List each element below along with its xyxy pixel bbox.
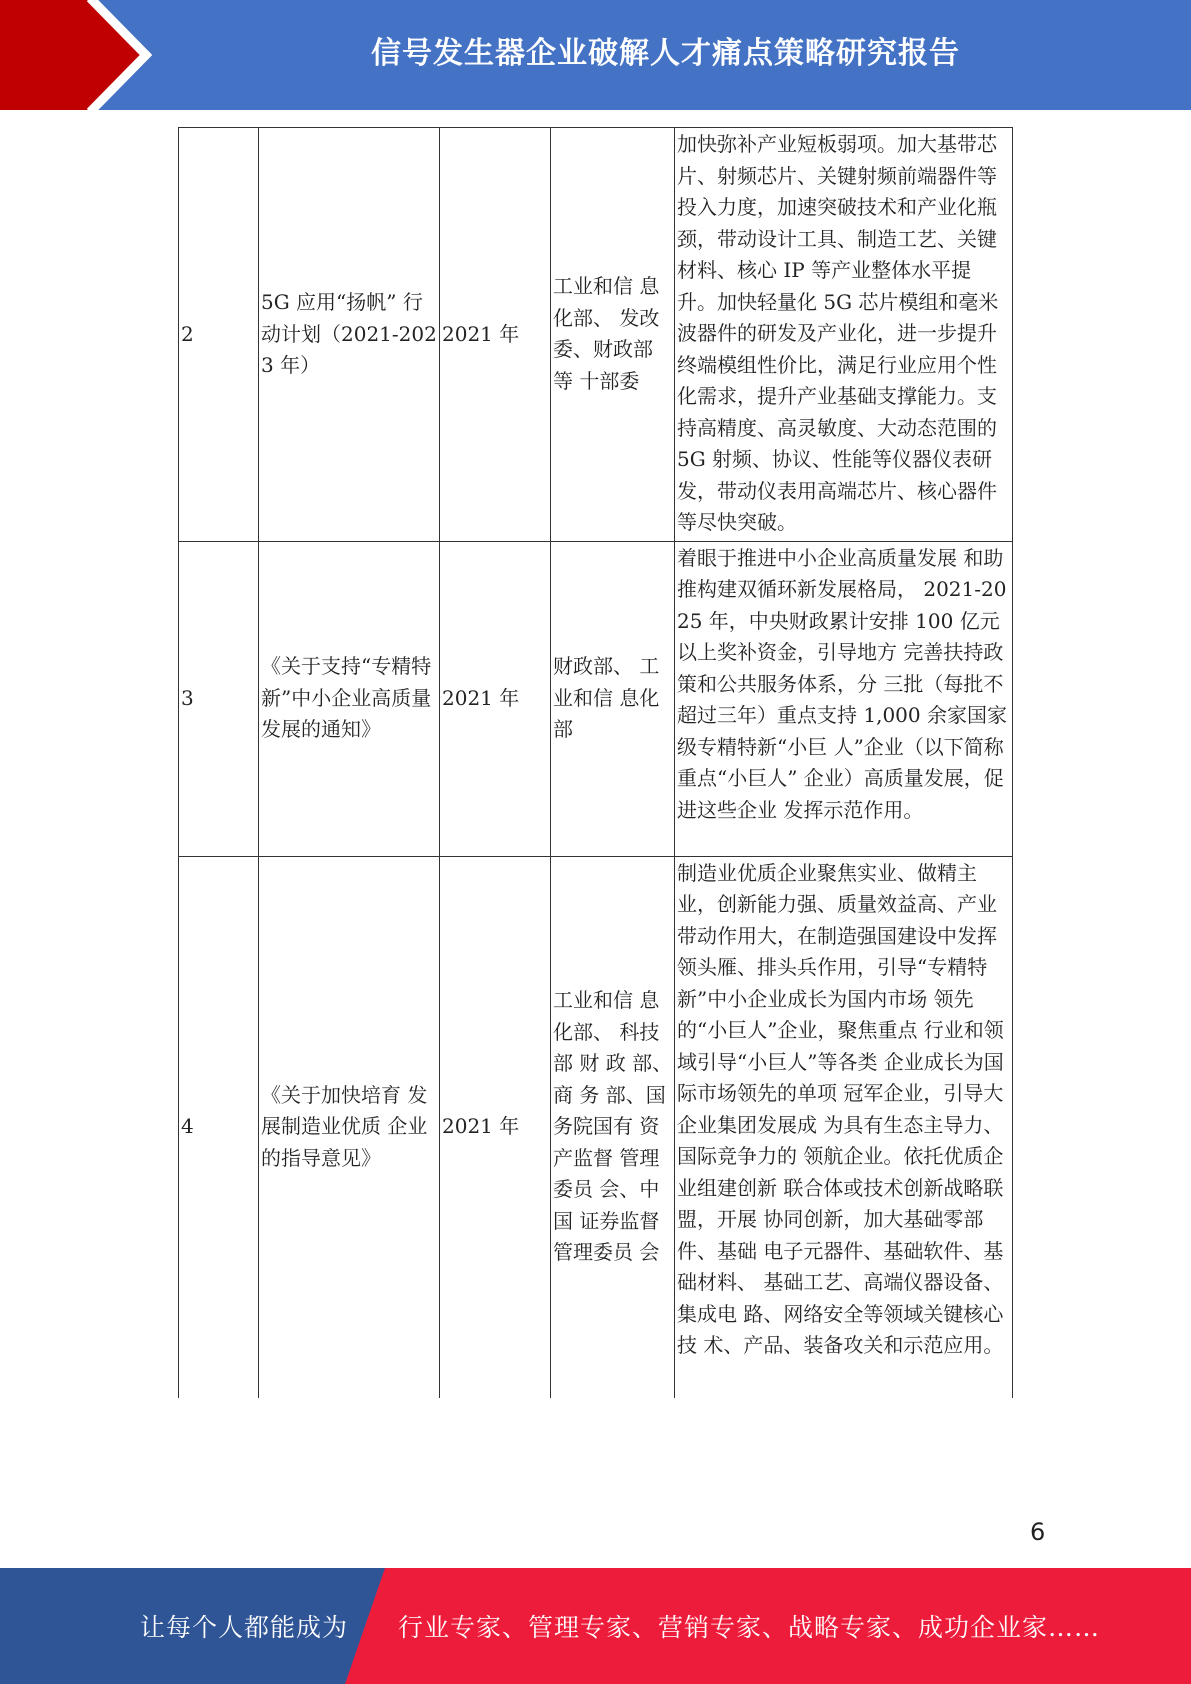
policy-content: 加快弥补产业短板弱项。加大基带芯片、射频芯片、关键射频前端器件等投入力度，加速突破技术和产业化瓶颈，带动设计工具、制造工艺、关键材料、核心 IP 等产业整体水平提升。加快轻量化 5G 芯片模组和毫米波器件的研发及产业化，进一步提升终端模组性价比，满足行业应用个性化需求，提升产业基础支撑能力。支持高精度、高灵敏度、大动态范围的 5G 射频、协议、性能等仪器仪表研发，带动仪表用高端芯片、核心器件等尽快突破。 <box>675 128 1013 542</box>
footer-slogan-right: 行业专家、管理专家、营销专家、战略专家、成功企业家…… <box>398 1613 1101 1642</box>
header-arrow-accent <box>0 0 160 110</box>
page-header <box>0 0 1191 110</box>
issuing-department: 工业和信 息化部、 科技部 财 政 部、商 务 部、国 务院国有 资产监督 管理委员 会、中国 证券监督 管理委员 会 <box>551 856 675 1398</box>
table-row <box>179 856 1013 1398</box>
policy-year: 2021 年 <box>440 541 551 856</box>
policy-content: 制造业优质企业聚焦实业、做精主业，创新能力强、质量效益高、产业带动作用大，在制造强国建设中发挥领头雁、排头兵作用，引导“专精特新”中小企业成长为国内市场 领先的“小巨人”企业，聚焦重点 行业和领域引导“小巨人”等各类 企业成长为国际市场领先的单项 冠军企业，引导大企业集团发展成 为具有生态主导力、国际竞争力的 领航企业。依托优质企业组建创新 联合体或技术创新战略联盟，开展 协同创新，加大基础零部件、基础 电子元器件、基础软件、基础材料、 基础工艺、高端仪器设备、集成电 路、网络安全等领域关键核心技 术、产品、装备攻关和示范应用。 <box>675 856 1013 1398</box>
policy-year: 2021 年 <box>440 128 551 542</box>
report-title: 信号发生器企业破解人才痛点策略研究报告 <box>371 36 960 71</box>
issuing-department: 工业和信 息化部、 发改委、财政部 等 十部委 <box>551 128 675 542</box>
policy-name: 《关于支持“专精特新”中小企业高质量发展的通知》 <box>259 541 440 856</box>
table-row <box>179 541 1013 856</box>
footer-slogan-left: 让每个人都能成为 <box>140 1613 349 1642</box>
policy-year: 2021 年 <box>440 856 551 1398</box>
page-number: 6 <box>1030 1518 1046 1546</box>
page-footer <box>0 1568 1191 1684</box>
row-number: 2 <box>179 128 259 542</box>
issuing-department: 财政部、 工业和信 息化部 <box>551 541 675 856</box>
row-number: 4 <box>179 856 259 1398</box>
table-row <box>179 128 1013 542</box>
policy-table <box>178 127 1013 1398</box>
row-number: 3 <box>179 541 259 856</box>
policy-name: 5G 应用“扬帆” 行动计划（2021-2023 年） <box>259 128 440 542</box>
policy-name: 《关于加快培育 发展制造业优质 企业的指导意见》 <box>259 856 440 1398</box>
policy-content: 着眼于推进中小企业高质量发展 和助推构建双循环新发展格局， 2021-2025 年，中央财政累计安排 100 亿元以上奖补资金，引导地方 完善扶持政策和公共服务体系，分 三批（每批不超过三年）重点支持 1,000 余家国家级专精特新“小巨 人”企业（以下简称重点“小巨人” 企业）高质量发展，促进这些企业 发挥示范作用。 <box>675 541 1013 856</box>
